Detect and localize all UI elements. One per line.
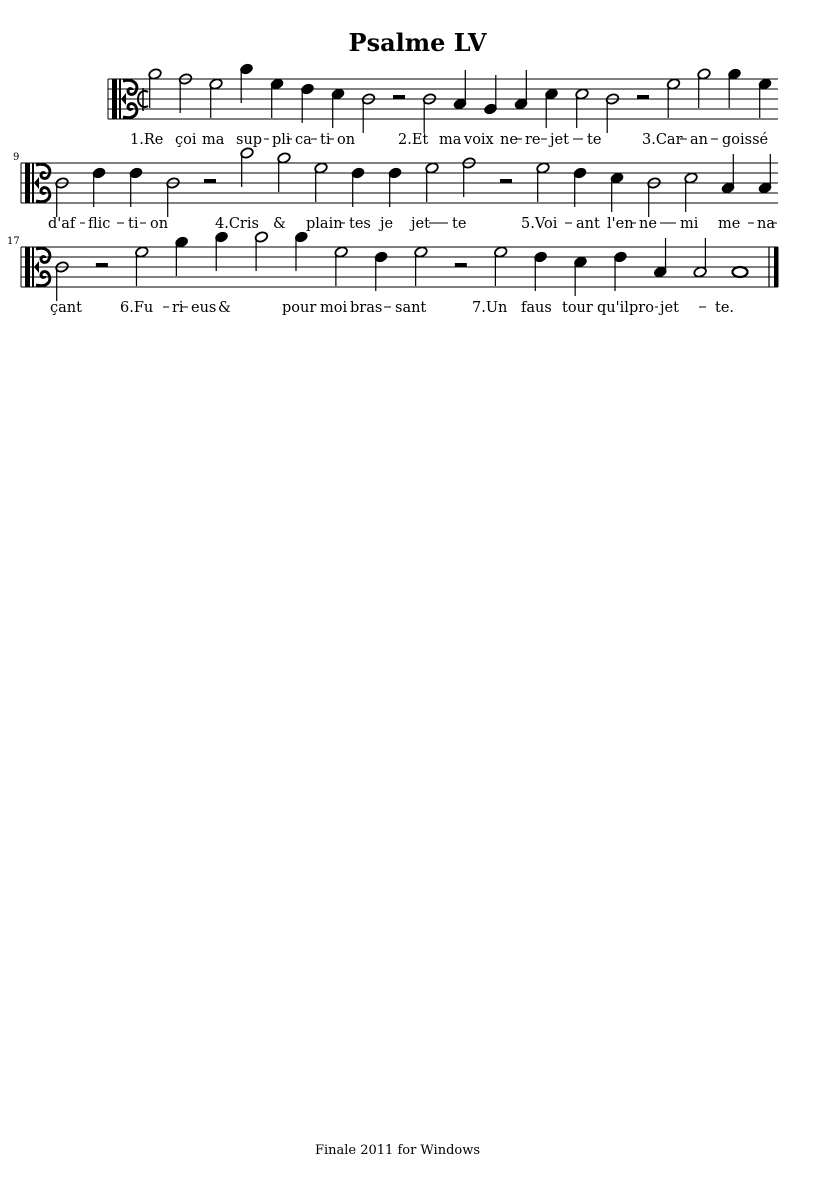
lyric-syllable: & (273, 216, 286, 232)
half-note (684, 172, 698, 212)
lyric-syllable: ri (172, 300, 184, 316)
staff-system-2 (13, 147, 778, 232)
lyric-syllable: pour (282, 300, 317, 316)
half-rest (637, 95, 649, 99)
lyric-syllable: çant (50, 300, 82, 316)
half-note (277, 152, 291, 192)
lyric-syllable: jet (660, 300, 679, 316)
half-note (414, 246, 428, 286)
half-rest (96, 263, 108, 267)
quarter-note (573, 167, 587, 207)
lyric-syllable: jet (550, 132, 569, 148)
lyric-syllable: bras (350, 300, 383, 316)
lyric-syllable: eus (191, 300, 217, 316)
half-rest (500, 179, 512, 183)
lyric-syllable: on (337, 132, 356, 148)
half-note (697, 68, 711, 108)
lyric-syllable: faus (521, 300, 552, 316)
lyric-syllable: te (452, 216, 467, 232)
lyric-syllable: ca (295, 132, 312, 148)
quarter-note (374, 251, 388, 291)
half-note (494, 246, 508, 286)
lyric-syllable: flic (88, 216, 111, 232)
half-note (536, 162, 550, 202)
lyric-syllable: sant (395, 300, 427, 316)
lyric-syllable: me (718, 216, 741, 232)
quarter-note (388, 167, 402, 207)
lyric-syllable: moi (320, 300, 348, 316)
lyric-syllable: an (690, 132, 708, 148)
lyric-syllable: ma (202, 132, 225, 148)
lyric-syllable: 4.Cris (215, 216, 259, 232)
lyric-syllable: 6.Fu (120, 300, 154, 316)
lyric-syllable: goissé (722, 132, 769, 148)
lyric-syllable: te. (715, 300, 735, 316)
quarter-note (92, 167, 106, 207)
quarter-note (758, 154, 772, 194)
lyric-syllable: 1.Re (130, 132, 164, 148)
lyric-syllable: je (380, 216, 394, 232)
lyrics-line (50, 300, 734, 316)
lyric-syllable: ti (320, 132, 331, 148)
footer-text: Finale 2011 for Windows (314, 1143, 481, 1158)
notes (55, 147, 772, 217)
quarter-note (727, 68, 741, 108)
lyric-syllable: sup (236, 132, 263, 148)
staff-system-1 (108, 63, 778, 148)
quarter-note (453, 70, 467, 110)
quarter-note (294, 231, 308, 271)
lyric-syllable: & (218, 300, 231, 316)
quarter-note (653, 238, 667, 278)
half-note (575, 88, 589, 128)
quarter-note (758, 78, 772, 118)
staff-lines (108, 79, 778, 119)
quarter-note (533, 251, 547, 291)
quarter-note (514, 70, 528, 110)
half-rest (455, 263, 467, 267)
lyric-syllable: ne (639, 216, 657, 232)
lyric-syllable: l'en (607, 216, 634, 232)
quarter-note (239, 63, 253, 103)
lyric-syllable: jet (411, 216, 430, 232)
lyric-syllable: on (150, 216, 169, 232)
staff-system-3 (7, 231, 779, 316)
staff-lines (21, 247, 778, 287)
page-title: Psalme LV (348, 28, 487, 57)
quarter-note (214, 231, 228, 271)
quarter-note (300, 83, 314, 123)
half-note (666, 78, 680, 118)
half-note (425, 162, 439, 202)
lyric-syllable: mi (680, 216, 699, 232)
half-note (135, 246, 149, 286)
lyric-syllable: tour (562, 300, 593, 316)
lyric-syllable: ti (128, 216, 139, 232)
whole-note (733, 267, 748, 277)
lyric-syllable: plain (306, 216, 343, 232)
lyric-syllable: pro (629, 300, 654, 316)
quarter-note (270, 78, 284, 118)
half-rest (204, 179, 216, 183)
half-note (334, 246, 348, 286)
lyric-syllable: d'af (48, 216, 76, 232)
quarter-note (129, 167, 143, 207)
lyric-syllable: çoi (175, 132, 197, 148)
lyric-syllable: na (757, 216, 775, 232)
quarter-note (613, 251, 627, 291)
half-note (693, 238, 707, 278)
lyric-syllable: ant (576, 216, 600, 232)
lyric-syllable: 5.Voi (521, 216, 558, 232)
quarter-note (331, 88, 345, 128)
lyrics-line (48, 216, 777, 232)
quarter-note (174, 236, 188, 276)
quarter-note (544, 88, 558, 128)
quarter-note (721, 154, 735, 194)
notes (55, 231, 748, 301)
half-note (209, 78, 223, 118)
half-note (148, 68, 162, 108)
notes (148, 63, 772, 133)
lyric-syllable: pli (272, 132, 291, 148)
lyrics-line (130, 132, 768, 148)
lyric-syllable: 7.Un (472, 300, 508, 316)
half-rest (393, 95, 405, 99)
lyric-syllable: 2.Et (398, 132, 429, 148)
lyric-syllable: ma (439, 132, 462, 148)
lyric-syllable: ne (500, 132, 518, 148)
lyric-syllable: tes (349, 216, 371, 232)
half-note (240, 147, 254, 187)
lyric-syllable: qu'il (597, 300, 629, 316)
lyric-syllable: te (587, 132, 602, 148)
lyric-syllable: re (525, 132, 541, 148)
lyric-syllable: voix (464, 132, 494, 148)
quarter-note (483, 75, 497, 115)
quarter-note (351, 167, 365, 207)
measure-number: 17 (7, 236, 20, 247)
quarter-note (610, 172, 624, 212)
half-note (254, 231, 268, 271)
measure-number: 9 (13, 152, 20, 163)
quarter-note (573, 256, 587, 296)
lyric-syllable: 3.Car (642, 132, 683, 148)
half-note (314, 162, 328, 202)
